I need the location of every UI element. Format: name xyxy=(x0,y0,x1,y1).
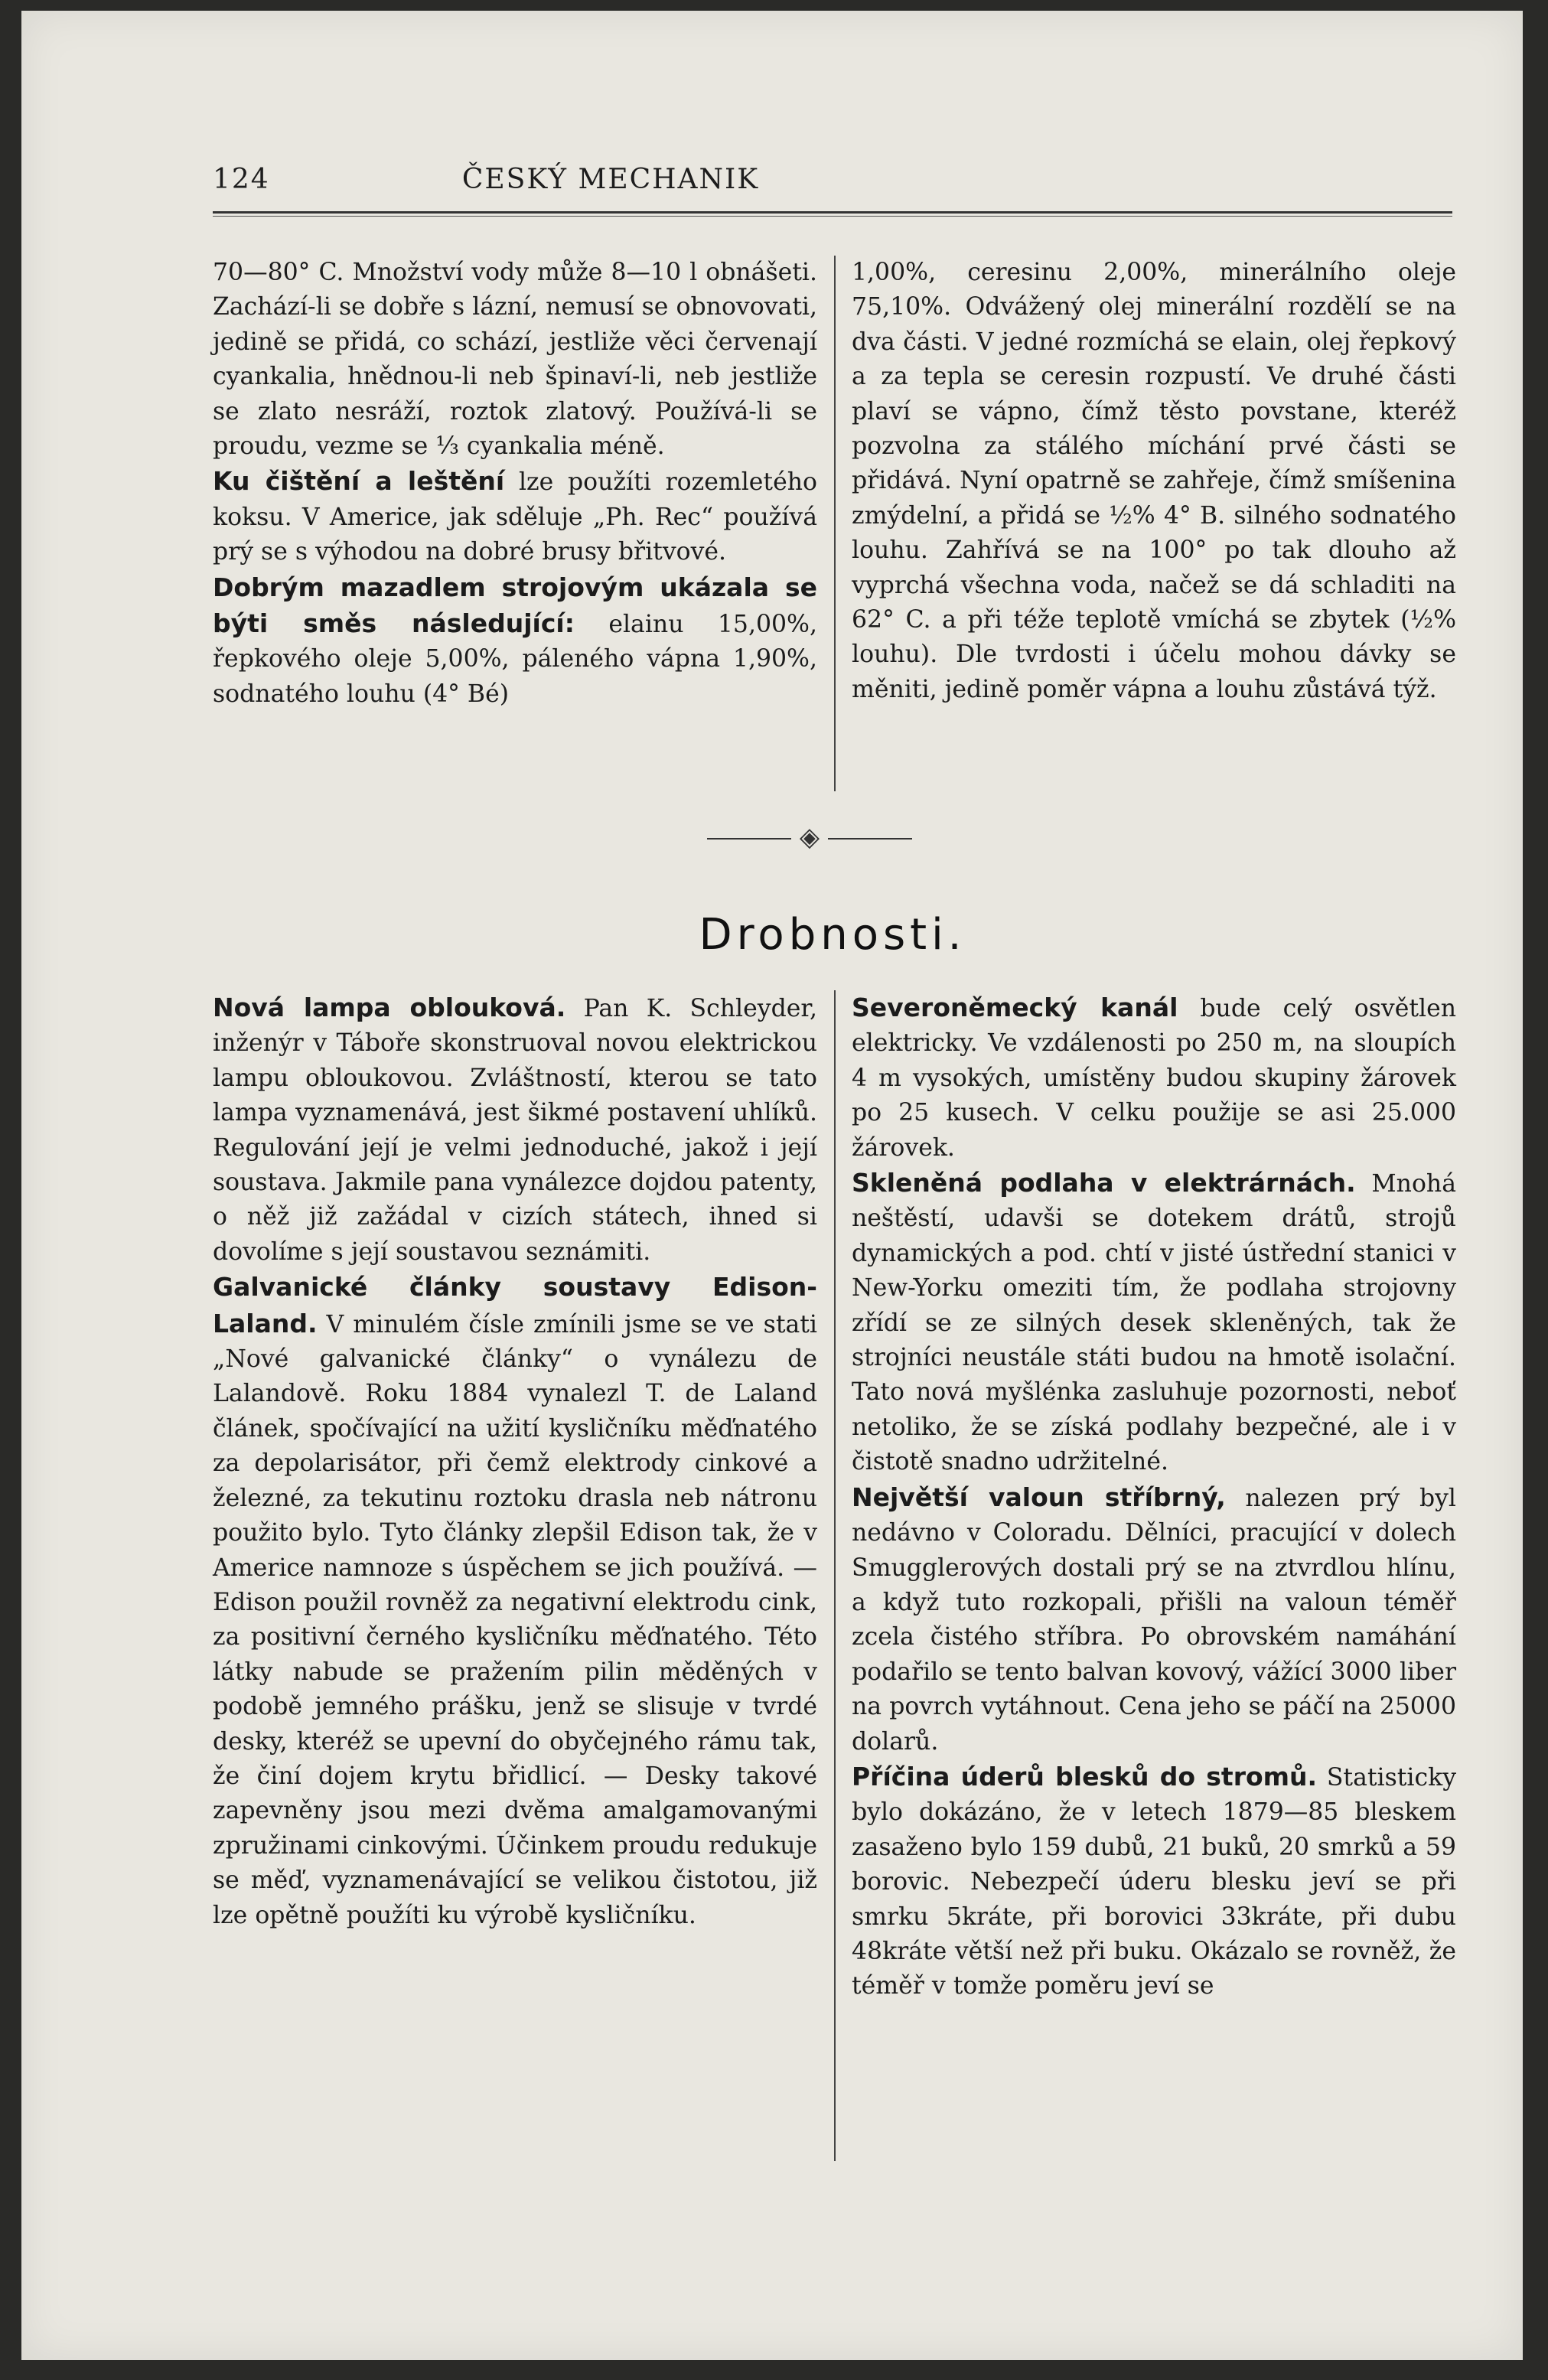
journal-title: ČESKÝ MECHANIK xyxy=(461,164,760,195)
paragraph-text: 1,00%, ceresinu 2,00%, minerálního oleje 75,10%. Odvážený olej minerální rozdělí se na dva části. V jedné rozmíchá se elain, olej řepkový a za tepla se ceresin rozpustí. Ve druhé části plaví se vápno, čímž těsto povstane, kteréž pozvolna za stálého míchání prvé části se přidává. Nyní opatrně se zahřeje, čímž smíšenina zmýdelní, a přidá se ½% 4° B. silného sodnatého louhu. Zahřívá se na 100° po tak dlouho až vyprchá všechna voda, načež se dá schladiti na 62° C. a při téže teplotě vmíchá se zbytek (½% louhu). Dle tvrdosti i účelu mohou dávky se měniti, jedině poměr vápna a louhu zůstává týž. xyxy=(852,259,1456,703)
ornament-glyph: ◈ xyxy=(799,822,820,853)
paragraph-heading: Příčina úderů blesků do stromů. xyxy=(852,1761,1318,1792)
paragraph xyxy=(852,1759,1456,2004)
paragraph xyxy=(213,256,817,464)
page-number: 124 xyxy=(213,164,270,195)
section-title: Drobnosti. xyxy=(699,910,966,960)
paragraph xyxy=(213,990,817,1270)
section-ornament xyxy=(672,822,947,853)
paragraph-text: Statisticky bylo dokázáno, že v letech 1879—85 bleskem zasaženo bylo 159 dubů, 21 buků, 20 smrků a 59 borovic. Nebezpečí úderu blesku jeví se při smrku 5kráte, při borovici 33kráte, při dubu 48kráte větší než při buku. Okázalo se rovněž, že téměř v tomže poměru jeví se xyxy=(852,1763,1457,2000)
paragraph-text: Pan K. Schleyder, inženýr v Táboře skonstruoval novou elektrickou lampu obloukovou. Zvláštností, kterou se tato lampa vyznamenává, jest šikmé postavení uhlíků. Regulování její je velmi jednoduché, jakož i její soustava. Jakmile pana vynálezce dojdou patenty, o něž již zažádal v cizích státech, ihned si dovolíme s její soustavou seznámiti. xyxy=(213,995,817,1266)
top-column-left xyxy=(213,256,817,712)
paragraph xyxy=(852,256,1456,707)
paragraph xyxy=(213,464,817,569)
column-divider xyxy=(834,990,836,2161)
paragraph-text: 70—80° C. Množství vody může 8—10 l obnášeti. Zachází-li se dobře s lázní, nemusí se obnovovati, jedině se přidá, co schází, jestliže věci červenají cyankalia, hnědnou-li neb špinaví-li, neb jestliže se zlato nesráží, roztok zlatový. Používá-li se proudu, vezme se ⅓ cyankalia méně. xyxy=(213,259,817,461)
paragraph-text: elainu 15,00%, řepkového oleje 5,00%, páleného vápna 1,90%, sodnatého louhu (4° Bé) xyxy=(213,611,818,708)
paragraph xyxy=(852,990,1456,1166)
header-rule xyxy=(213,211,1452,217)
bottom-column-right xyxy=(852,990,1456,2004)
running-header xyxy=(213,164,1009,210)
paragraph xyxy=(213,1270,817,1933)
paragraph-heading: Nová lampa oblouková. xyxy=(213,993,566,1022)
paragraph-text: bude celý osvětlen elektricky. Ve vzdálenosti po 250 m, na sloupích 4 m vysokých, umístěny budou skupiny žárovek po 25 kusech. V celku použije se asi 25.000 žárovek. xyxy=(852,995,1456,1162)
paragraph-heading: Největší valoun stříbrný, xyxy=(852,1482,1226,1512)
paragraph xyxy=(852,1166,1456,1480)
paragraph-text: V minulém čísle zmínili jsme se ve stati „Nové galvanické články“ o vynálezu de Lalandově. Roku 1884 vynalezl T. de Laland článek, spočívající na užití kysličníku měďnatého za depolarisátor, při čemž elektrody cinkové a železné, za tekutinu roztoku drasla neb nátronu použito bylo. Tyto články zlepšil Edison tak, že v Americe namnoze s úspěchem se jich používá. — Edison použil rovněž za negativní elektrodu cink, za positivní černého kysličníku měďnatého. Této látky nabude se pražením pilin měděných v podobě jemného prášku, jenž se slisuje v tvrdé desky, kteréž se upevní do obyčejného rámu tak, že činí dojem krytu břidlicí. — Desky takové zapevněny jsou mezi dvěma amalgamovanými zpružinami cinkovými. Účinkem proudu redukuje se měď, vyznamenávající se velikou čistotou, již lze opětně použíti ku výrobě kysličníku. xyxy=(213,1310,817,1929)
paragraph-heading: Dobrým mazadlem strojovým ukázala se býti směs následující: xyxy=(213,572,817,639)
paragraph-text: lze použíti rozemletého koksu. V Americe, jak sděluje „Ph. Rec“ používá prý se s výhodou na dobré brusy břitvové. xyxy=(213,468,817,566)
paragraph-text: Mnohá neštěstí, udavši se dotekem drátů, strojů dynamických a pod. chtí v jisté ústřední stanici v New-Yorku omeziti tím, že podlaha strojovny zřídí se ze silných desek skleněných, tak že strojníci neustále státi budou na hmotě isolační. Tato nová myšlénka zasluhuje pozornosti, neboť netoliko, že se získá podlahy bezpečné, ale i v čistotě snadno udržitelné. xyxy=(852,1170,1456,1476)
paragraph-heading: Galvanické články soustavy Edison-Laland. xyxy=(213,1272,817,1338)
page xyxy=(21,11,1523,2360)
top-column-right xyxy=(852,256,1456,707)
column-divider xyxy=(834,256,836,791)
paragraph-heading: Severoněmecký kanál xyxy=(852,993,1178,1022)
paragraph-heading: Ku čištění a leštění xyxy=(213,466,505,497)
paragraph-text: nalezen prý byl nedávno v Coloradu. Dělníci, pracující v dolech Smugglerových dostali prý se na ztvrdlou hlínu, a když tuto rozkopali, přišli na valoun téměř zcela čistého stříbra. Po obrovském namáhání podařilo se tento balvan kovový, vážící 3000 liber na povrch vytáhnout. Cena jeho se páčí na 25000 dolarů. xyxy=(852,1484,1456,1756)
paragraph xyxy=(852,1480,1456,1759)
bottom-column-left xyxy=(213,990,817,1933)
paragraph xyxy=(213,570,817,712)
paragraph-heading: Skleněná podlaha v elektrárnách. xyxy=(852,1168,1356,1198)
